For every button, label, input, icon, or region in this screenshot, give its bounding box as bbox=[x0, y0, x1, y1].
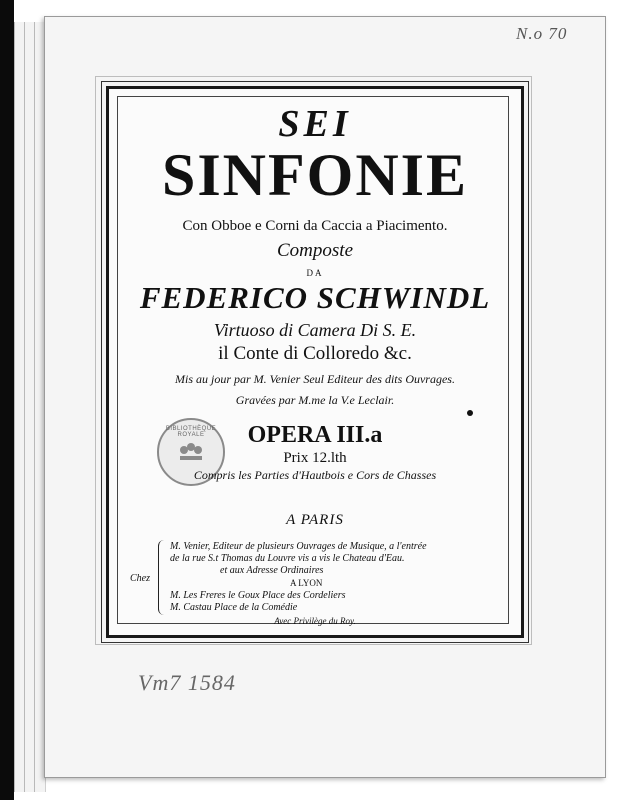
opus-number: OPERA III.a bbox=[247, 422, 383, 448]
title-sinfonie: SINFONIE bbox=[161, 142, 469, 208]
shelfmark-top: N.o 70 bbox=[516, 24, 568, 43]
publisher-line: Mis au jour par M. Venier Seul Editeur des dits Ouvrages. bbox=[175, 372, 455, 386]
place-lyon: A LYON bbox=[290, 578, 323, 588]
price-line: Prix 12.lth bbox=[283, 450, 347, 466]
ink-dot bbox=[467, 410, 473, 416]
instrumentation-line: Con Obboe e Corni da Caccia a Piacimento. bbox=[182, 218, 448, 234]
lyon-address-line: M. Les Freres le Goux Place des Cordeliers bbox=[170, 590, 346, 601]
address-line: et aux Adresse Ordinaires bbox=[220, 565, 324, 576]
address-brace bbox=[158, 540, 167, 615]
parts-line: Compris les Parties d'Hautbois e Cors de Chasses bbox=[193, 468, 437, 482]
address-line: de la rue S.t Thomas du Louvre vis a vis le Chateau d'Eau. bbox=[170, 553, 405, 564]
chez-label: Chez bbox=[130, 573, 150, 584]
virtuoso-line: Virtuoso di Camera Di S. E. bbox=[213, 320, 417, 340]
engraver-line: Gravées par M.me la V.e Leclair. bbox=[235, 393, 395, 407]
book-spine bbox=[0, 0, 14, 800]
shelfmark-bottom: Vm7 1584 bbox=[138, 670, 236, 695]
composte-line: Composte bbox=[277, 240, 353, 261]
place-paris: A PARIS bbox=[286, 512, 344, 528]
stamp-text: BIBLIOTHÈQUE ROYALE bbox=[165, 426, 217, 438]
privilege-line: Avec Privilège du Roy. bbox=[274, 616, 356, 626]
lyon-address-line: M. Castau Place de la Comédie bbox=[170, 602, 298, 613]
address-line: M. Venier, Editeur de plusieurs Ouvrages de Musique, a l'entrée bbox=[170, 541, 427, 552]
conte-line: il Conte di Colloredo &c. bbox=[218, 343, 412, 364]
composer-name: FEDERICO SCHWINDL bbox=[139, 280, 491, 315]
title-sei: SEI bbox=[278, 103, 352, 145]
da-line: DA bbox=[306, 268, 324, 278]
